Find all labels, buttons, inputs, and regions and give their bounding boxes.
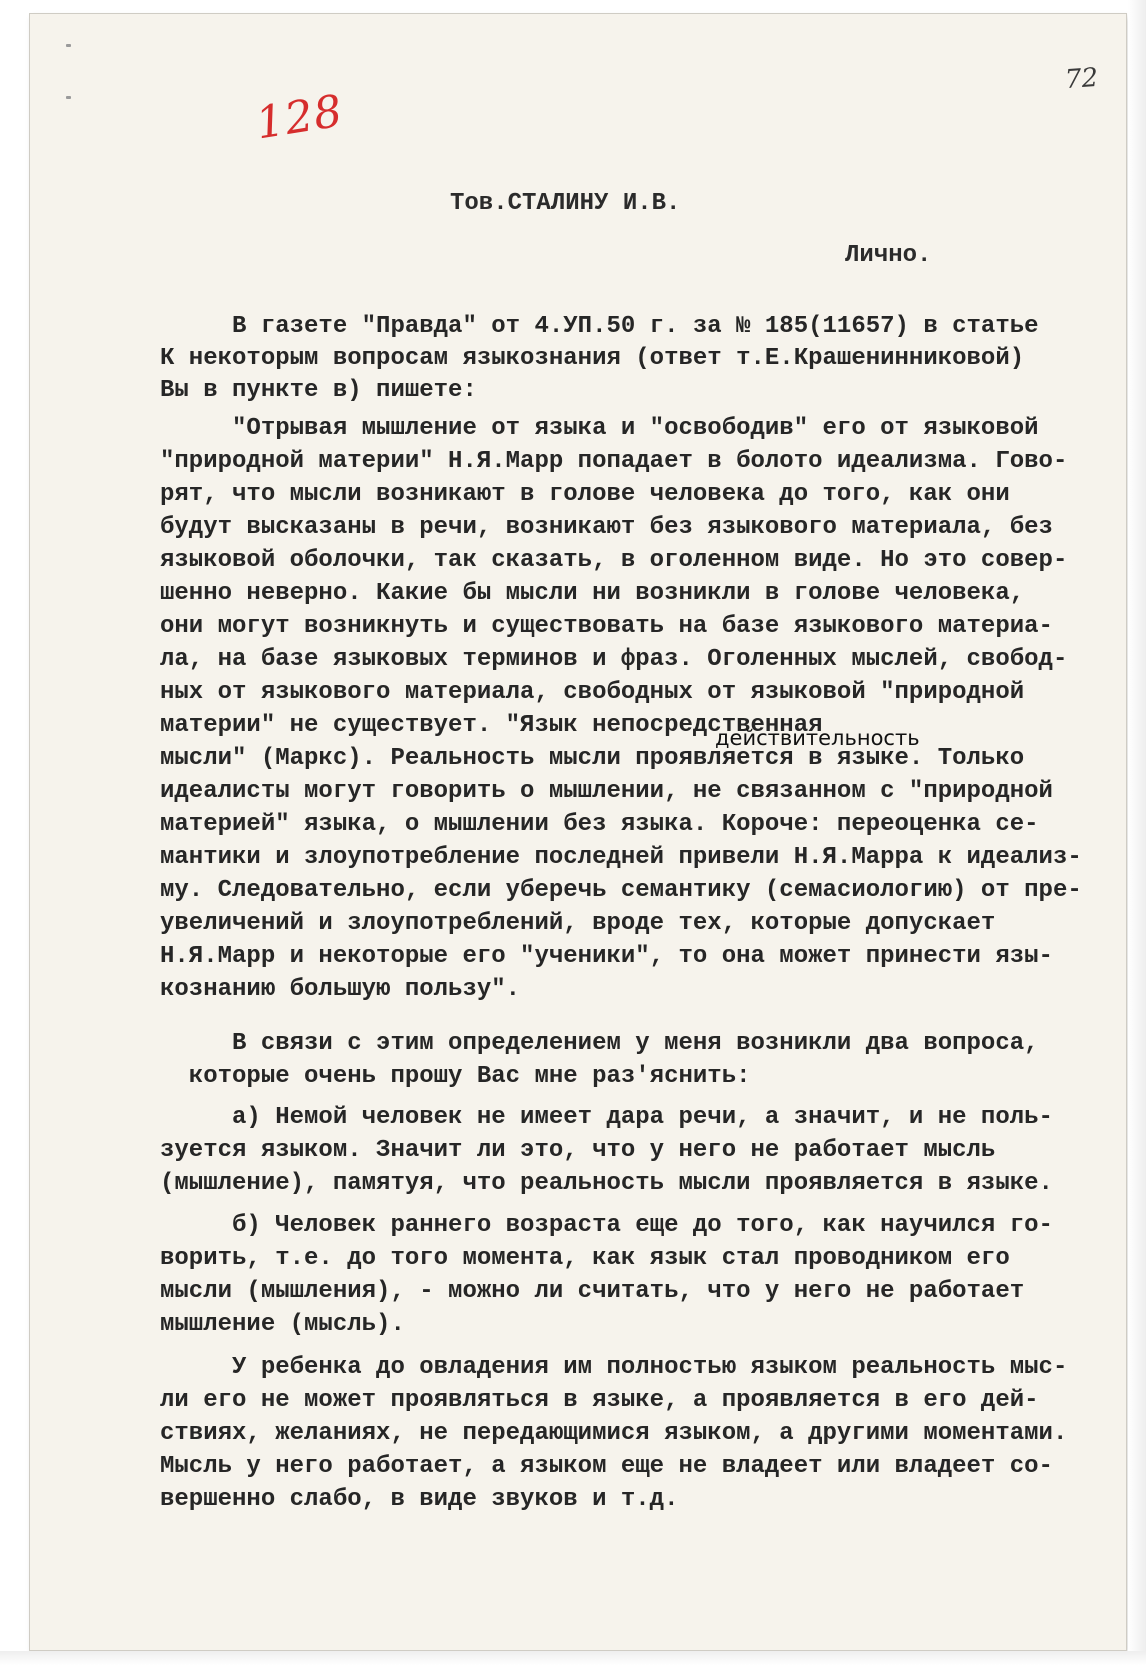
letter-line: мысли (мышления), - можно ли считать, что у него не работает <box>160 1278 1025 1305</box>
letter-line: ла, на базе языковых терминов и фраз. Оголенных мыслей, свобод- <box>160 646 1068 673</box>
punch-hole-mark <box>66 96 71 99</box>
letter-line: вершенно слабо, в виде звуков и т.д. <box>160 1486 679 1513</box>
letter-line: они могут возникнуть и существовать на базе языкового материа- <box>160 613 1053 640</box>
letter-line: Н.Я.Марр и некоторые его "ученики", то она может принести язы- <box>160 943 1053 970</box>
letter-line: мышление (мысль). <box>160 1311 405 1338</box>
letter-line: увеличений и злоупотреблений, вроде тех, которые допускает <box>160 910 996 937</box>
letter-line: материи" не существует. "Язык непосредственная <box>160 712 823 739</box>
letter-line: "природной материи" Н.Я.Марр попадает в болото идеализма. Гово- <box>160 448 1068 475</box>
letter-line: будут высказаны в речи, возникают без языкового материала, без <box>160 514 1053 541</box>
personal-mark: Лично. <box>845 242 932 269</box>
letter-line: ных от языкового материала, свободных от языковой "природной <box>160 679 1025 706</box>
punch-hole-mark <box>66 44 71 47</box>
letter-line: му. Следовательно, если уберечь семантику (семасиологию) от пре- <box>160 877 1082 904</box>
letter-line: б) Человек раннего возраста еще до того, как научился го- <box>160 1212 1053 1239</box>
letter-line: Вы в пункте в) пишете: <box>160 377 477 404</box>
addressee-heading: Тов.СТАЛИНУ И.В. <box>450 190 681 217</box>
letter-line: шенно неверно. Какие бы мысли ни возникли в голове человека, <box>160 580 1025 607</box>
letter-line: идеалисты могут говорить о мышлении, не связанном с "природной <box>160 778 1053 805</box>
letter-line: а) Немой человек не имеет дара речи, а значит, и не поль- <box>160 1104 1053 1131</box>
letter-line: которые очень прошу Вас мне раз'яснить: <box>160 1063 751 1090</box>
letter-line: В связи с этим определением у меня возникли два вопроса, <box>160 1030 1039 1057</box>
letter-line: мысли" (Маркс). Реальность мысли проявляется в языке. Только <box>160 745 1025 772</box>
letter-line: материей" языка, о мышлении без языка. Короче: переоценка се- <box>160 811 1039 838</box>
letter-line: К некоторым вопросам языкознания (ответ т.Е.Крашенинниковой) <box>160 345 1025 372</box>
scan-edge-right <box>1128 0 1146 1665</box>
retyped-word-insert: действительность <box>715 726 920 750</box>
letter-line: рят, что мысли возникают в голове человека до того, как они <box>160 481 1010 508</box>
letter-line: ствиях, желаниях, не передающимися языком, а другими моментами. <box>160 1420 1068 1447</box>
letter-line: мантики и злоупотребление последней привели Н.Я.Марра к идеализ- <box>160 844 1082 871</box>
letter-line: Мысль у него работает, а языком еще не владеет или владеет со- <box>160 1453 1053 1480</box>
letter-line: ли его не может проявляться в языке, а проявляется в его дей- <box>160 1387 1039 1414</box>
scan-edge-bottom <box>0 1651 1146 1665</box>
letter-line: кознанию большую пользу". <box>160 976 521 1003</box>
letter-line: ворить, т.е. до того момента, как язык стал проводником его <box>160 1245 1010 1272</box>
letter-line: (мышление), памятуя, что реальность мысли проявляется в языке. <box>160 1170 1053 1197</box>
archive-number-red-ink: 128 <box>252 85 347 150</box>
letter-line: "Отрывая мышление от языка и "освободив" его от языковой <box>160 415 1039 442</box>
letter-line: языковой оболочки, так сказать, в оголенном виде. Но это совер- <box>160 547 1068 574</box>
letter-line: зуется языком. Значит ли это, что у него не работает мысль <box>160 1137 996 1164</box>
letter-line: У ребенка до овладения им полностью языком реальность мыс- <box>160 1354 1068 1381</box>
letter-line: В газете "Правда" от 4.УП.50 г. за № 185(11657) в статье <box>160 313 1039 340</box>
page-number: 72 <box>1063 62 1100 96</box>
